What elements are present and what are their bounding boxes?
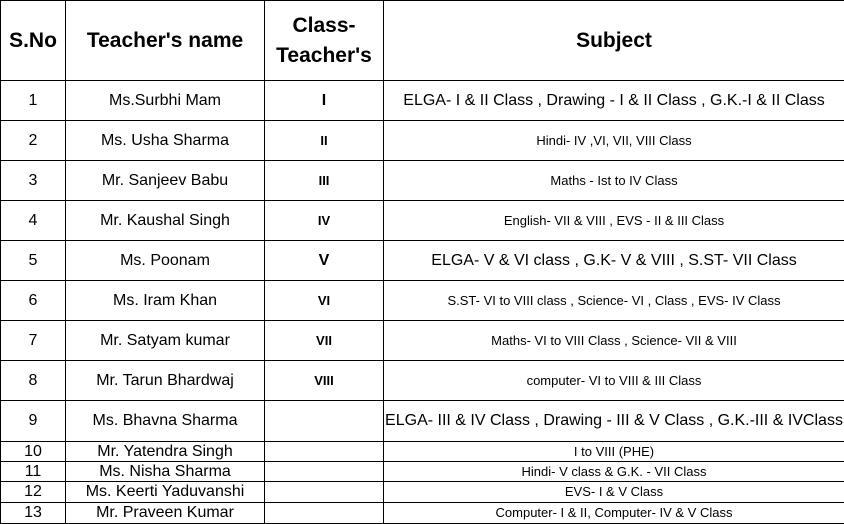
header-class-teacher-line2: Teacher's — [276, 43, 372, 67]
row-teacher-name: Mr. Yatendra Singh — [66, 442, 265, 462]
row-class: VI — [265, 281, 384, 321]
table-row — [1, 442, 844, 462]
row-teacher-name: Mr. Sanjeev Babu — [66, 161, 265, 201]
row-sno: 10 — [1, 442, 66, 462]
row-teacher-name: Ms.Surbhi Mam — [66, 81, 265, 121]
row-class — [265, 462, 384, 482]
row-class: III — [265, 161, 384, 201]
row-subject: ELGA- V & VI class , G.K- V & VIII , S.ST- VII Class — [384, 241, 844, 281]
row-sno: 12 — [1, 482, 66, 503]
row-teacher-name: Ms. Bhavna Sharma — [66, 401, 265, 442]
table-row — [1, 121, 844, 161]
row-class — [265, 442, 384, 462]
row-teacher-name: Ms. Keerti Yaduvanshi — [66, 482, 265, 503]
row-sno: 4 — [1, 201, 66, 241]
row-subject: EVS- I & V Class — [384, 482, 844, 503]
row-class — [265, 482, 384, 503]
row-teacher-name: Mr. Praveen Kumar — [66, 503, 265, 524]
row-sno: 8 — [1, 361, 66, 401]
row-sno: 13 — [1, 503, 66, 524]
row-subject: Maths - Ist to IV Class — [384, 161, 844, 201]
table-row — [1, 241, 844, 281]
header-row — [1, 1, 844, 81]
row-teacher-name: Mr. Satyam kumar — [66, 321, 265, 361]
table-row — [1, 281, 844, 321]
table-row — [1, 361, 844, 401]
table-row — [1, 503, 844, 524]
row-subject: Maths- VI to VIII Class , Science- VII & VIII — [384, 321, 844, 361]
row-subject: ELGA- III & IV Class , Drawing - III & V Class , G.K.-III & IVClass — [384, 401, 844, 442]
header-teacher-name: Teacher's name — [66, 1, 265, 81]
row-class — [265, 401, 384, 442]
row-subject: S.ST- VI to VIII class , Science- VI , Class , EVS- IV Class — [384, 281, 844, 321]
row-class: VII — [265, 321, 384, 361]
row-sno: 5 — [1, 241, 66, 281]
row-subject: Hindi- V class & G.K. - VII Class — [384, 462, 844, 482]
row-subject: Computer- I & II, Computer- IV & V Class — [384, 503, 844, 524]
row-subject: ELGA- I & II Class , Drawing - I & II Class , G.K.-I & II Class — [384, 81, 844, 121]
table-row — [1, 321, 844, 361]
row-teacher-name: Mr. Kaushal Singh — [66, 201, 265, 241]
row-teacher-name: Ms. Iram Khan — [66, 281, 265, 321]
header-class-teacher — [265, 1, 384, 81]
row-sno: 6 — [1, 281, 66, 321]
row-class: VIII — [265, 361, 384, 401]
table-row — [1, 201, 844, 241]
row-subject: English- VII & VIII , EVS - II & III Class — [384, 201, 844, 241]
table-row — [1, 81, 844, 121]
row-class — [265, 503, 384, 524]
row-teacher-name: Ms. Poonam — [66, 241, 265, 281]
row-subject: Hindi- IV ,VI, VII, VIII Class — [384, 121, 844, 161]
row-sno: 3 — [1, 161, 66, 201]
header-sno: S.No — [1, 1, 66, 81]
row-class: II — [265, 121, 384, 161]
row-teacher-name: Ms. Usha Sharma — [66, 121, 265, 161]
table-row — [1, 462, 844, 482]
row-class: V — [265, 241, 384, 281]
row-sno: 2 — [1, 121, 66, 161]
row-sno: 11 — [1, 462, 66, 482]
row-sno: 1 — [1, 81, 66, 121]
row-teacher-name: Mr. Tarun Bhardwaj — [66, 361, 265, 401]
row-subject: I to VIII (PHE) — [384, 442, 844, 462]
row-sno: 9 — [1, 401, 66, 442]
table-row — [1, 401, 844, 442]
header-class-teacher-line1: Class- — [292, 13, 356, 37]
row-teacher-name: Ms. Nisha Sharma — [66, 462, 265, 482]
row-sno: 7 — [1, 321, 66, 361]
row-subject: computer- VI to VIII & III Class — [384, 361, 844, 401]
header-subject: Subject — [384, 1, 844, 81]
row-class: I — [265, 81, 384, 121]
table-row — [1, 161, 844, 201]
row-class: IV — [265, 201, 384, 241]
table-row — [1, 482, 844, 503]
